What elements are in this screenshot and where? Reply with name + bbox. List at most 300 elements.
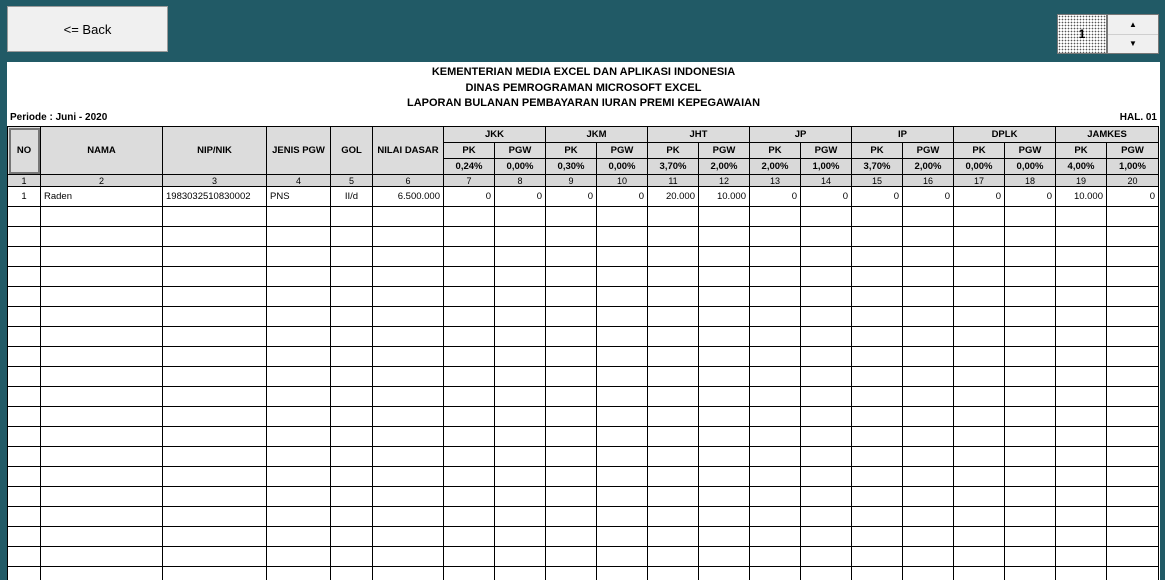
table-cell[interactable]	[750, 487, 801, 507]
table-cell[interactable]	[495, 327, 546, 347]
table-cell[interactable]	[8, 227, 41, 247]
back-button[interactable]: <= Back	[7, 6, 168, 52]
table-cell[interactable]	[373, 267, 444, 287]
table-cell[interactable]	[41, 487, 163, 507]
table-cell[interactable]	[750, 447, 801, 467]
table-cell[interactable]	[331, 347, 373, 367]
table-cell[interactable]	[1056, 447, 1107, 467]
table-cell[interactable]	[699, 487, 750, 507]
table-cell[interactable]: 0	[954, 187, 1005, 207]
table-cell[interactable]	[444, 427, 495, 447]
table-cell[interactable]	[331, 247, 373, 267]
table-cell[interactable]	[444, 487, 495, 507]
spin-down-icon[interactable]: ▼	[1108, 34, 1158, 54]
table-cell[interactable]	[954, 467, 1005, 487]
table-cell[interactable]	[444, 287, 495, 307]
table-cell[interactable]	[373, 227, 444, 247]
table-cell[interactable]	[1005, 367, 1056, 387]
table-cell[interactable]	[648, 347, 699, 367]
table-cell[interactable]	[1056, 467, 1107, 487]
table-cell[interactable]	[954, 307, 1005, 327]
table-cell[interactable]	[852, 387, 903, 407]
table-cell[interactable]	[41, 547, 163, 567]
table-cell[interactable]	[8, 547, 41, 567]
table-cell[interactable]	[903, 507, 954, 527]
table-cell[interactable]	[8, 347, 41, 367]
table-cell[interactable]	[8, 507, 41, 527]
table-cell[interactable]: Raden	[41, 187, 163, 207]
table-cell[interactable]	[852, 567, 903, 580]
table-cell[interactable]	[903, 567, 954, 580]
table-cell[interactable]	[8, 207, 41, 227]
table-cell[interactable]	[852, 347, 903, 367]
table-cell[interactable]	[597, 447, 648, 467]
table-cell[interactable]	[546, 307, 597, 327]
table-cell[interactable]	[546, 447, 597, 467]
table-cell[interactable]	[41, 387, 163, 407]
table-cell[interactable]	[373, 207, 444, 227]
table-cell[interactable]	[444, 207, 495, 227]
table-cell[interactable]	[597, 487, 648, 507]
table-cell[interactable]	[41, 327, 163, 347]
table-cell[interactable]	[41, 367, 163, 387]
table-cell[interactable]	[648, 207, 699, 227]
table-cell[interactable]	[903, 427, 954, 447]
table-cell[interactable]	[1005, 547, 1056, 567]
table-cell[interactable]	[1107, 267, 1159, 287]
table-cell[interactable]	[903, 287, 954, 307]
table-cell[interactable]	[495, 287, 546, 307]
table-cell[interactable]	[331, 547, 373, 567]
table-cell[interactable]	[373, 407, 444, 427]
table-cell[interactable]	[267, 307, 331, 327]
table-cell[interactable]	[546, 347, 597, 367]
table-cell[interactable]	[444, 367, 495, 387]
table-cell[interactable]	[546, 547, 597, 567]
table-cell[interactable]	[331, 227, 373, 247]
table-cell[interactable]	[495, 507, 546, 527]
table-cell[interactable]	[903, 387, 954, 407]
table-cell[interactable]	[331, 527, 373, 547]
table-cell[interactable]	[495, 387, 546, 407]
table-cell[interactable]	[1107, 487, 1159, 507]
table-cell[interactable]	[8, 307, 41, 327]
table-cell[interactable]	[444, 247, 495, 267]
table-cell[interactable]	[648, 327, 699, 347]
table-cell[interactable]	[495, 247, 546, 267]
table-cell[interactable]	[41, 467, 163, 487]
table-cell[interactable]	[954, 247, 1005, 267]
table-cell[interactable]	[495, 567, 546, 580]
table-cell[interactable]	[1005, 567, 1056, 580]
table-cell[interactable]	[699, 567, 750, 580]
table-cell[interactable]	[852, 547, 903, 567]
table-cell[interactable]	[954, 287, 1005, 307]
table-cell[interactable]	[954, 367, 1005, 387]
table-cell[interactable]	[495, 547, 546, 567]
table-cell[interactable]	[1107, 367, 1159, 387]
table-cell[interactable]: 0	[852, 187, 903, 207]
table-cell[interactable]	[331, 287, 373, 307]
table-cell[interactable]	[597, 567, 648, 580]
table-cell[interactable]	[267, 267, 331, 287]
table-cell[interactable]	[373, 527, 444, 547]
table-cell[interactable]	[750, 207, 801, 227]
table-cell[interactable]	[954, 427, 1005, 447]
table-cell[interactable]	[750, 547, 801, 567]
table-cell[interactable]	[1056, 387, 1107, 407]
table-cell[interactable]	[267, 447, 331, 467]
table-cell[interactable]	[750, 467, 801, 487]
table-cell[interactable]	[954, 487, 1005, 507]
table-cell[interactable]	[41, 427, 163, 447]
table-cell[interactable]	[8, 527, 41, 547]
table-cell[interactable]	[331, 207, 373, 227]
table-cell[interactable]	[546, 247, 597, 267]
table-cell[interactable]	[546, 227, 597, 247]
table-cell[interactable]	[852, 207, 903, 227]
table-cell[interactable]	[597, 547, 648, 567]
table-cell[interactable]	[1056, 567, 1107, 580]
table-cell[interactable]	[546, 567, 597, 580]
table-cell[interactable]	[8, 427, 41, 447]
table-cell[interactable]	[852, 407, 903, 427]
table-cell[interactable]	[373, 307, 444, 327]
table-cell[interactable]	[750, 247, 801, 267]
table-cell[interactable]	[1056, 527, 1107, 547]
table-cell[interactable]	[954, 207, 1005, 227]
table-cell[interactable]	[41, 507, 163, 527]
table-cell[interactable]: 0	[444, 187, 495, 207]
table-cell[interactable]	[954, 547, 1005, 567]
table-cell[interactable]	[444, 527, 495, 547]
table-cell[interactable]	[699, 507, 750, 527]
table-cell[interactable]	[444, 267, 495, 287]
table-cell[interactable]	[1005, 247, 1056, 267]
table-cell[interactable]	[546, 327, 597, 347]
table-cell[interactable]	[163, 327, 267, 347]
table-cell[interactable]	[648, 367, 699, 387]
table-cell[interactable]	[1005, 347, 1056, 367]
table-cell[interactable]	[903, 327, 954, 347]
table-cell[interactable]	[750, 367, 801, 387]
table-cell[interactable]	[1056, 347, 1107, 367]
table-cell[interactable]	[699, 287, 750, 307]
table-cell[interactable]	[546, 287, 597, 307]
table-cell[interactable]	[954, 227, 1005, 247]
table-cell[interactable]	[648, 287, 699, 307]
table-cell[interactable]	[1056, 207, 1107, 227]
table-cell[interactable]	[801, 307, 852, 327]
table-cell[interactable]	[597, 207, 648, 227]
table-cell[interactable]	[648, 567, 699, 580]
table-cell[interactable]	[648, 427, 699, 447]
table-cell[interactable]	[331, 447, 373, 467]
table-cell[interactable]	[648, 547, 699, 567]
table-cell[interactable]	[444, 547, 495, 567]
table-cell[interactable]	[267, 367, 331, 387]
table-cell[interactable]: 0	[597, 187, 648, 207]
table-cell[interactable]	[903, 247, 954, 267]
table-cell[interactable]	[163, 287, 267, 307]
table-cell[interactable]	[163, 407, 267, 427]
table-cell[interactable]	[8, 407, 41, 427]
table-cell[interactable]	[801, 487, 852, 507]
table-cell[interactable]	[597, 287, 648, 307]
table-cell[interactable]	[331, 507, 373, 527]
table-cell[interactable]	[267, 387, 331, 407]
table-cell[interactable]	[954, 347, 1005, 367]
table-cell[interactable]	[267, 527, 331, 547]
table-cell[interactable]	[852, 227, 903, 247]
table-cell[interactable]: 1	[8, 187, 41, 207]
table-cell[interactable]	[903, 347, 954, 367]
table-cell[interactable]	[444, 347, 495, 367]
table-cell[interactable]	[1005, 267, 1056, 287]
table-cell[interactable]: 0	[750, 187, 801, 207]
table-cell[interactable]	[373, 387, 444, 407]
table-cell[interactable]	[267, 427, 331, 447]
table-cell[interactable]	[495, 367, 546, 387]
table-cell[interactable]	[546, 527, 597, 547]
table-cell[interactable]	[1056, 407, 1107, 427]
table-cell[interactable]	[699, 447, 750, 467]
table-cell[interactable]: 0	[495, 187, 546, 207]
table-cell[interactable]	[41, 527, 163, 547]
table-cell[interactable]	[41, 567, 163, 580]
table-cell[interactable]	[1005, 427, 1056, 447]
table-cell[interactable]	[954, 407, 1005, 427]
table-cell[interactable]	[546, 467, 597, 487]
table-cell[interactable]	[331, 467, 373, 487]
table-cell[interactable]	[852, 247, 903, 267]
table-cell[interactable]	[1056, 427, 1107, 447]
table-cell[interactable]	[267, 347, 331, 367]
table-cell[interactable]	[373, 567, 444, 580]
table-cell[interactable]	[331, 367, 373, 387]
table-cell[interactable]	[331, 427, 373, 447]
table-cell[interactable]	[903, 227, 954, 247]
table-cell[interactable]	[8, 447, 41, 467]
table-cell[interactable]	[903, 547, 954, 567]
table-cell[interactable]	[903, 447, 954, 467]
table-cell[interactable]	[1107, 207, 1159, 227]
table-cell[interactable]	[8, 247, 41, 267]
table-cell[interactable]	[8, 467, 41, 487]
table-cell[interactable]	[1056, 287, 1107, 307]
table-cell[interactable]	[1056, 267, 1107, 287]
table-cell[interactable]	[597, 367, 648, 387]
table-cell[interactable]	[750, 527, 801, 547]
table-cell[interactable]	[648, 447, 699, 467]
table-cell[interactable]	[597, 427, 648, 447]
table-cell[interactable]: 0	[1107, 187, 1159, 207]
table-cell[interactable]	[699, 387, 750, 407]
table-cell[interactable]	[267, 567, 331, 580]
table-cell[interactable]	[1107, 407, 1159, 427]
table-cell[interactable]	[903, 207, 954, 227]
table-cell[interactable]	[1005, 487, 1056, 507]
table-cell[interactable]	[1005, 447, 1056, 467]
table-cell[interactable]	[903, 467, 954, 487]
table-cell[interactable]	[903, 367, 954, 387]
table-cell[interactable]: 20.000	[648, 187, 699, 207]
table-cell[interactable]	[41, 247, 163, 267]
table-cell[interactable]	[801, 367, 852, 387]
table-cell[interactable]	[546, 407, 597, 427]
table-cell[interactable]	[267, 407, 331, 427]
table-cell[interactable]	[954, 327, 1005, 347]
table-cell[interactable]	[801, 387, 852, 407]
table-cell[interactable]	[495, 307, 546, 327]
table-cell[interactable]	[163, 227, 267, 247]
table-cell[interactable]: 0	[903, 187, 954, 207]
table-cell[interactable]	[852, 467, 903, 487]
table-cell[interactable]	[331, 327, 373, 347]
table-cell[interactable]	[495, 467, 546, 487]
table-cell[interactable]	[1056, 247, 1107, 267]
table-cell[interactable]	[8, 567, 41, 580]
table-cell[interactable]: II/d	[331, 187, 373, 207]
table-cell[interactable]	[648, 527, 699, 547]
table-cell[interactable]	[648, 267, 699, 287]
table-cell[interactable]	[1005, 207, 1056, 227]
table-cell[interactable]	[801, 267, 852, 287]
table-cell[interactable]	[546, 207, 597, 227]
table-cell[interactable]	[1005, 467, 1056, 487]
table-cell[interactable]	[373, 447, 444, 467]
page-number-field[interactable]: 1	[1057, 14, 1107, 54]
table-cell[interactable]	[801, 247, 852, 267]
table-cell[interactable]	[8, 387, 41, 407]
table-cell[interactable]: 10.000	[1056, 187, 1107, 207]
table-cell[interactable]	[163, 247, 267, 267]
table-cell[interactable]	[373, 547, 444, 567]
table-cell[interactable]	[331, 387, 373, 407]
table-cell[interactable]	[852, 507, 903, 527]
table-cell[interactable]	[852, 447, 903, 467]
table-cell[interactable]	[331, 307, 373, 327]
table-cell[interactable]	[648, 247, 699, 267]
table-cell[interactable]	[903, 407, 954, 427]
table-cell[interactable]	[267, 227, 331, 247]
table-cell[interactable]	[41, 407, 163, 427]
table-cell[interactable]	[331, 567, 373, 580]
table-cell[interactable]	[373, 427, 444, 447]
table-cell[interactable]	[444, 467, 495, 487]
table-cell[interactable]	[546, 387, 597, 407]
table-cell[interactable]	[801, 347, 852, 367]
table-cell[interactable]	[331, 407, 373, 427]
table-cell[interactable]	[699, 327, 750, 347]
table-cell[interactable]	[1005, 407, 1056, 427]
table-cell[interactable]	[267, 547, 331, 567]
table-cell[interactable]	[1107, 347, 1159, 367]
table-cell[interactable]	[750, 407, 801, 427]
page-spinner[interactable]	[1107, 14, 1159, 54]
table-cell[interactable]	[597, 327, 648, 347]
table-cell[interactable]	[373, 507, 444, 527]
table-cell[interactable]	[8, 327, 41, 347]
table-cell[interactable]	[1107, 227, 1159, 247]
table-cell[interactable]	[8, 287, 41, 307]
table-cell[interactable]	[699, 267, 750, 287]
table-cell[interactable]	[801, 547, 852, 567]
table-cell[interactable]	[373, 487, 444, 507]
table-cell[interactable]	[597, 407, 648, 427]
table-cell[interactable]	[699, 367, 750, 387]
table-cell[interactable]	[495, 427, 546, 447]
table-cell[interactable]	[267, 287, 331, 307]
table-cell[interactable]	[444, 387, 495, 407]
table-cell[interactable]	[801, 447, 852, 467]
table-cell[interactable]: 10.000	[699, 187, 750, 207]
table-cell[interactable]	[648, 227, 699, 247]
table-cell[interactable]	[163, 527, 267, 547]
table-cell[interactable]	[852, 307, 903, 327]
table-cell[interactable]	[954, 567, 1005, 580]
table-cell[interactable]	[648, 387, 699, 407]
table-cell[interactable]	[597, 527, 648, 547]
table-cell[interactable]	[444, 567, 495, 580]
table-cell[interactable]	[699, 467, 750, 487]
table-cell[interactable]	[699, 527, 750, 547]
table-cell[interactable]	[801, 467, 852, 487]
table-cell[interactable]	[163, 347, 267, 367]
table-cell[interactable]: 1983032510830002	[163, 187, 267, 207]
table-cell[interactable]	[163, 507, 267, 527]
table-cell[interactable]	[444, 307, 495, 327]
table-cell[interactable]: 0	[801, 187, 852, 207]
table-cell[interactable]	[597, 347, 648, 367]
table-cell[interactable]: PNS	[267, 187, 331, 207]
table-cell[interactable]	[373, 467, 444, 487]
table-cell[interactable]	[444, 447, 495, 467]
table-cell[interactable]	[1107, 307, 1159, 327]
table-cell[interactable]	[495, 207, 546, 227]
table-cell[interactable]	[1107, 387, 1159, 407]
table-cell[interactable]	[546, 427, 597, 447]
table-cell[interactable]	[852, 267, 903, 287]
table-cell[interactable]	[1005, 287, 1056, 307]
table-cell[interactable]	[1056, 367, 1107, 387]
table-cell[interactable]	[801, 507, 852, 527]
table-cell[interactable]	[852, 287, 903, 307]
table-cell[interactable]	[546, 367, 597, 387]
table-cell[interactable]	[801, 327, 852, 347]
table-cell[interactable]	[495, 347, 546, 367]
table-cell[interactable]	[699, 227, 750, 247]
table-cell[interactable]	[597, 467, 648, 487]
table-cell[interactable]: 0	[546, 187, 597, 207]
table-cell[interactable]	[546, 487, 597, 507]
table-cell[interactable]	[267, 487, 331, 507]
table-cell[interactable]	[852, 487, 903, 507]
table-cell[interactable]	[163, 427, 267, 447]
table-cell[interactable]	[1056, 327, 1107, 347]
table-cell[interactable]	[801, 227, 852, 247]
table-cell[interactable]	[267, 247, 331, 267]
table-cell[interactable]	[801, 407, 852, 427]
table-cell[interactable]	[444, 407, 495, 427]
table-cell[interactable]	[954, 527, 1005, 547]
table-cell[interactable]	[8, 487, 41, 507]
table-cell[interactable]	[444, 507, 495, 527]
table-cell[interactable]	[1005, 387, 1056, 407]
table-cell[interactable]	[1005, 327, 1056, 347]
table-cell[interactable]	[373, 247, 444, 267]
table-cell[interactable]	[331, 487, 373, 507]
